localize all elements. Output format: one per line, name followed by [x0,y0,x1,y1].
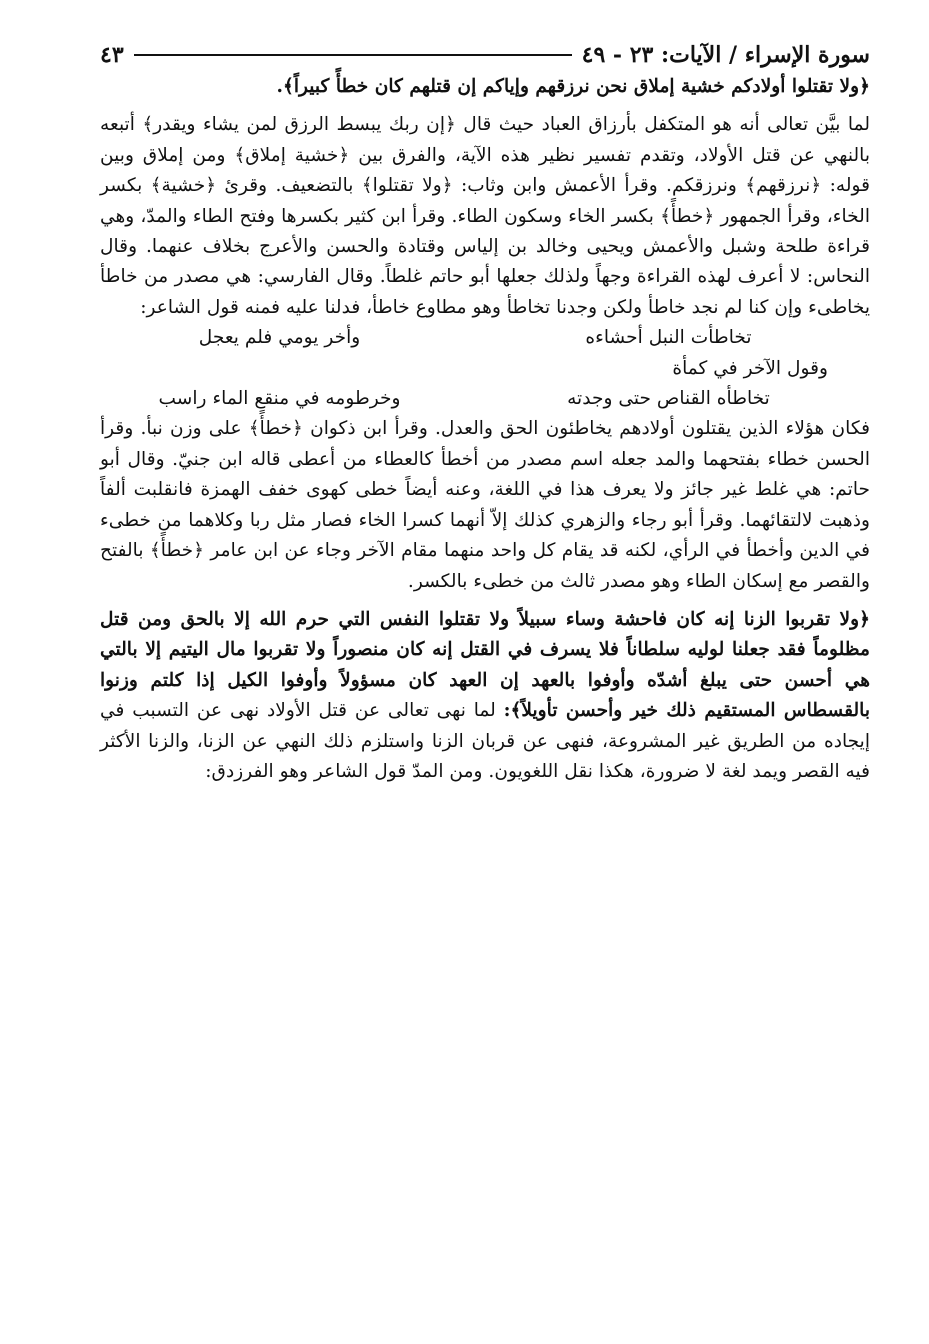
commentary-paragraph-1: لما بيَّن تعالى أنه هو المتكفل بأرزاق العباد حيث قال ﴿إن ربك يبسط الرزق لمن يشاء ويقدر﴾ أتبعه بالنهي عن قتل الأولاد، وتقدم تفسير نظير هذه الآية، والفرق بين ﴿خشية إملاق﴾ ومن إملاق وبين قوله: ﴿نرزقهم﴾ ونرزقكم. وقرأ الأعمش وابن وثاب: ﴿ولا تقتلوا﴾ بالتضعيف. وقرئ ﴿خشية﴾ بكسر الخاء، وقرأ الجمهور ﴿خطأً﴾ بكسر الخاء وسكون الطاء. وقرأ ابن كثير بكسرها وفتح الطاء والمدّ، وهي قراءة طلحة وشبل والأعمش ويحيى وخالد بن إلياس وقتادة والحسن والأعرج بخلاف عنهما. وقال النحاس: لا أعرف لهذه القراءة وجهاً ولذلك جعلها أبو حاتم غلطاً. وقال الفارسي: هي مصدر من خاطأ يخاطىء وإن كنا لم نجد خاطأ ولكن وجدنا تخاطأ وهو مطاوع خاطأ، فدلنا عليه فمنه قول الشاعر: [100,114,870,318]
quran-verse-1: ﴿ولا تقتلوا أولادكم خشية إملاق نحن نرزقهم وإياكم إن قتلهم كان خطأً كبيراً﴾. [276,76,870,97]
poem-hemistich-left: وأخر يومي فلم يعجل [198,327,361,349]
header-rule [134,54,572,56]
book-page [100,38,870,787]
chapter-title: سورة الإسراء / الآيات: ٢٣ - ٤٩ [581,42,870,68]
spacer [100,597,870,605]
page-body [100,72,870,787]
verse-and-commentary [100,605,870,787]
page-number: ٤٣ [100,42,124,68]
poem-hemistich-left: وخرطومه في منقع الماء راسب [158,388,401,410]
commentary-paragraph-3: لما نهى تعالى عن قتل الأولاد نهى عن التسبب في إيجاده من الطريق غير المشروعة، فنهى عن قربان الزنا واستلزم ذلك النهي عن الزنا، والزنا الأكثر فيه القصر ويمد لغة لا ضرورة، هكذا نقل اللغويون. ومن المدّ قول الشاعر وهو الفرزدق: [100,700,870,782]
spacer [100,102,870,110]
poem-hemistich-right: تخاطأت النبل أحشاءه [585,327,752,349]
quran-verse-2: ﴿ولا تقربوا الزنا إنه كان فاحشة وساء سبيلاً ولا تقتلوا النفس التي حرم الله إلا بالحق ومن قتل مظلوماً فقد جعلنا لوليه سلطاناً فلا يسرف في القتل إنه كان منصوراً ولا تقربوا مال اليتيم إلا بالتي هي أحسن حتى يبلغ أشدّه وأوفوا بالعهد إن العهد كان مسؤولاً وأوفوا الكيل إذا كلتم وزنوا بالقسطاس المستقيم ذلك خير وأحسن تأويلاً﴾: [100,608,870,722]
poem-line-2 [100,384,870,414]
commentary-paragraph-2: فكان هؤلاء الذين يقتلون أولادهم يخاطئون الحق والعدل. وقرأ ابن ذكوان ﴿خطأً﴾ على وزن نبأ. وقرأ الحسن خطاء بفتحهما والمد جعله اسم مصدر من أخطأ كالعطاء من أعطى قاله ابن جنيّ. وقال أبو حاتم: هي غلط غير جائز ولا يعرف هذا في اللغة، وعنه أيضاً خطى كهوى خفف الهمزة فانقلبت ألفاً وذهبت لالتقائهما. وقرأ أبو رجاء والزهري كذلك إلاّ أنهما كسرا الخاء فصار مثل ربا وكلاهما من خطىء في الدين وأخطأ في الرأي، لكنه قد يقام كل واحد منهما مقام الآخر وجاء عن ابن عامر ﴿خطأً﴾ بالفتح والقصر مع إسكان الطاء وهو مصدر ثالث من خطىء بالكسر. [100,418,870,592]
poem-line-1 [100,323,870,353]
poem-hemistich-right: تخاطأه القناص حتى وجدته [567,388,770,410]
running-header [100,38,870,72]
poem-intro: وقول الآخر في كمأة [672,357,828,379]
